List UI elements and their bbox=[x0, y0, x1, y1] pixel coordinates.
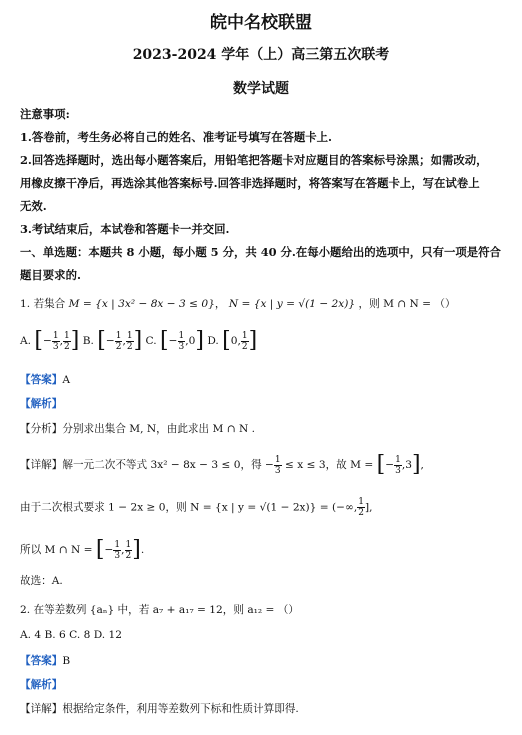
note-2-line-3: 无效. bbox=[20, 199, 47, 213]
q1-fenxi: 【分析】分别求出集合 M, N，由此求出 M ∩ N . bbox=[20, 423, 255, 435]
q2-analysis-tag: 【解析】 bbox=[20, 679, 63, 691]
answer-tag: 【答案】 bbox=[20, 374, 63, 386]
question-1-options: A. [− $\frac{1}{3}$ , $\frac{1}{2}$ ] B. [− $\frac{1}{2}$ , $\frac{1}{2}$ ] C. [− $\frac{1}{3}$ ,0] D. [0, $\frac{1}{2}$ ] bbox=[20, 328, 258, 353]
option-b-label: B. bbox=[82, 335, 94, 347]
option-c-label: C. bbox=[145, 335, 157, 347]
note-2-line-2: 用橡皮擦干净后，再选涂其他答案标号.回答非选择题时，将答案写在答题卡上，写在试卷上 bbox=[20, 176, 480, 190]
option-a-label: A. bbox=[20, 335, 32, 347]
q1-xiangjie-2: 由于二次根式要求 1 − 2x ≥ 0，则 N = {x | y = √(1 − 2x)} = (−∞, $\frac{1}{2}$ ], bbox=[20, 497, 373, 518]
note-3: 3.考试结束后，本试卷和答题卡一并交回. bbox=[20, 222, 230, 236]
q1-prefix: 1. 若集合 bbox=[20, 298, 66, 310]
q1-set-n: N = {x | y = √(1 − 2x)} bbox=[228, 298, 356, 310]
q1-analysis-tag: 【解析】 bbox=[20, 398, 63, 410]
q1-xiangjie-3: 所以 M ∩ N = [− $\frac{1}{3}$ , $\frac{1}{2}$ ]. bbox=[20, 537, 145, 562]
notes-title: 注意事项: bbox=[20, 107, 70, 121]
exam-title: 2023-2024 学年（上）高三第五次联考 bbox=[132, 47, 390, 63]
question-2-options: A. 4 B. 6 C. 8 D. 12 bbox=[20, 629, 123, 641]
section-1-heading-cont: 题目要求的. bbox=[20, 268, 81, 282]
q2-xiangjie: 【详解】根据给定条件，利用等差数列下标和性质计算即得. bbox=[20, 703, 299, 715]
note-1: 1.答卷前，考生务必将自己的姓名、准考证号填写在答题卡上. bbox=[20, 130, 333, 144]
org-title: 皖中名校联盟 bbox=[210, 13, 312, 33]
subject-title: 数学试题 bbox=[233, 81, 289, 97]
q1-conclusion: 故选：A. bbox=[20, 575, 63, 587]
question-2: 2. 在等差数列 {aₙ} 中，若 a₇ + a₁₇ = 12，则 a₁₂ = （） bbox=[20, 604, 299, 616]
fraction: $\frac{1}{3}$ bbox=[52, 330, 59, 352]
q1-xiangjie-1: 【详解】解一元二次不等式 3x² − 8x − 3 ≤ 0，得 − $\frac{1}{3}$ ≤ x ≤ 3，故 M = [− $\frac{1}{3}$ ,3], bbox=[20, 452, 424, 477]
q2-answer: 【答案】B bbox=[20, 655, 71, 667]
option-d-label: D. bbox=[207, 335, 219, 347]
q1-post: ，则 M ∩ N = （） bbox=[358, 298, 456, 310]
q1-answer bbox=[20, 372, 70, 387]
question-1: 1. 若集合 M = {x | 3x² − 8x − 3 ≤ 0}， N = {x | y = √(1 − 2x)} ，则 M ∩ N = （） bbox=[20, 298, 456, 310]
note-2-line-1: 2.回答选择题时，选出每小题答案后，用铅笔把答题卡对应题目的答案标号涂黑；如需改动， bbox=[20, 153, 488, 167]
answer-value: A bbox=[62, 374, 71, 386]
section-1-heading: 一、单选题：本题共 8 小题，每小题 5 分，共 40 分.在每小题给出的选项中，只有一项是符合 bbox=[20, 245, 501, 259]
q1-set-m: M = {x | 3x² − 8x − 3 ≤ 0} bbox=[68, 298, 215, 310]
